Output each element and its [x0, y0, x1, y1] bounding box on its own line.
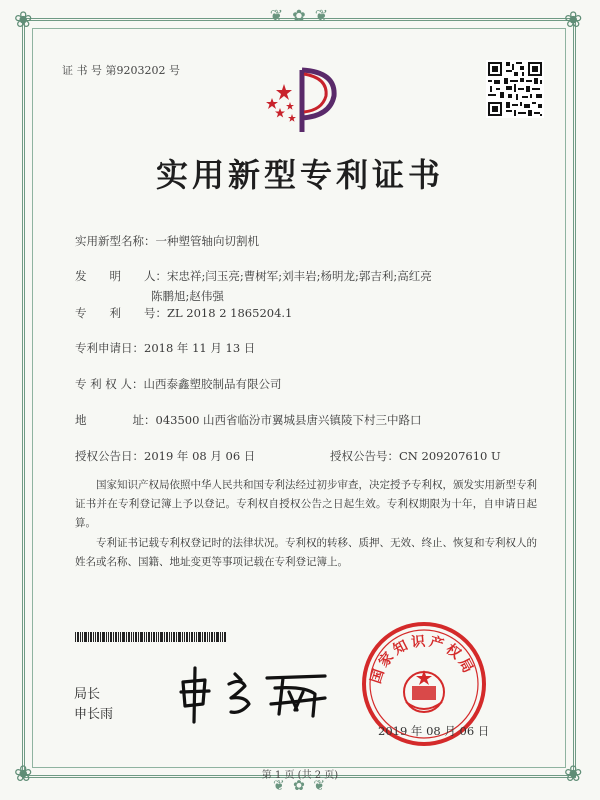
- inventor-value: 宋忠祥;闫玉亮;曹树军;刘丰岩;杨明龙;郭吉利;高红亮: [167, 269, 432, 283]
- corner-ornament-bottom-left: ❀: [14, 762, 33, 787]
- patentee-label: 专 利 权 人：: [75, 377, 144, 391]
- grant-number-value: CN 209207610 U: [399, 449, 501, 463]
- seal-text: 国家知识产权局: [368, 633, 478, 686]
- corner-ornament-bottom-right: ❀: [564, 762, 583, 787]
- inventor-label: 发 明 人：: [75, 269, 167, 283]
- patent-number-row: [75, 305, 292, 321]
- seal-date: 2019 年 08 月 06 日: [378, 724, 490, 738]
- grant-number-row: [330, 448, 501, 464]
- filing-date-row: [75, 340, 255, 356]
- address-row: [75, 412, 422, 428]
- corner-ornament-top-right: ❀: [564, 8, 583, 33]
- page-number: 第 1 页 (共 2 页): [261, 770, 339, 781]
- cnipa-logo-icon: [258, 62, 348, 138]
- utility-model-name-label: 实用新型名称：: [75, 234, 156, 248]
- utility-model-name-row: [75, 233, 259, 249]
- grant-number-label: 授权公告号：: [330, 449, 399, 463]
- bottom-ornament: ❦ ✿ ❦: [272, 778, 328, 794]
- director-name: 申长雨: [74, 707, 114, 722]
- barcode-icon: [75, 632, 227, 642]
- legal-paragraph-2: 专利证书记载专利权登记时的法律状况。专利权的转移、质押、无效、终止、恢复和专利权人的姓名或名称、国籍、地址变更等事项记载在专利登记簿上。: [75, 537, 537, 568]
- grant-date-value: 2019 年 08 月 06 日: [144, 449, 256, 463]
- inventor-row: [75, 268, 432, 284]
- address-label: 地 址：: [75, 413, 156, 427]
- certificate-title: 实用新型专利证书: [155, 156, 444, 194]
- patentee-value: 山西泰鑫塑胶制品有限公司: [143, 377, 282, 391]
- grant-date-label: 授权公告日：: [75, 449, 144, 463]
- corner-ornament-top-left: ❀: [14, 8, 33, 33]
- grant-date-row: [75, 448, 255, 464]
- patent-number-value: ZL 2018 2 1865204.1: [167, 306, 293, 320]
- address-value: 043500 山西省临汾市翼城县唐兴镇陵下村三中路口: [155, 413, 422, 427]
- certificate-number: 证 书 号 第9203202 号: [62, 64, 180, 77]
- director-title: 局长: [74, 687, 101, 702]
- patent-number-label: 专 利 号：: [75, 306, 167, 320]
- director-signature: [175, 664, 335, 724]
- filing-date-label: 专利申请日：: [75, 341, 144, 355]
- inventor-value-continued: 陈鹏旭;赵伟强: [151, 289, 224, 303]
- legal-paragraph-1: 国家知识产权局依照中华人民共和国专利法经过初步审查，决定授予专利权，颁发实用新型专利证书并在专利登记簿上予以登记。专利权自授权公告之日起生效。专利权期限为十年，自申请日起算。: [75, 479, 537, 529]
- patentee-row: [75, 376, 281, 392]
- qr-code-icon: [486, 60, 544, 118]
- utility-model-name-value: 一种塑管轴向切割机: [155, 234, 259, 248]
- filing-date-value: 2018 年 11 月 13 日: [144, 341, 256, 355]
- top-ornament: ❦ ✿ ❦: [269, 6, 331, 25]
